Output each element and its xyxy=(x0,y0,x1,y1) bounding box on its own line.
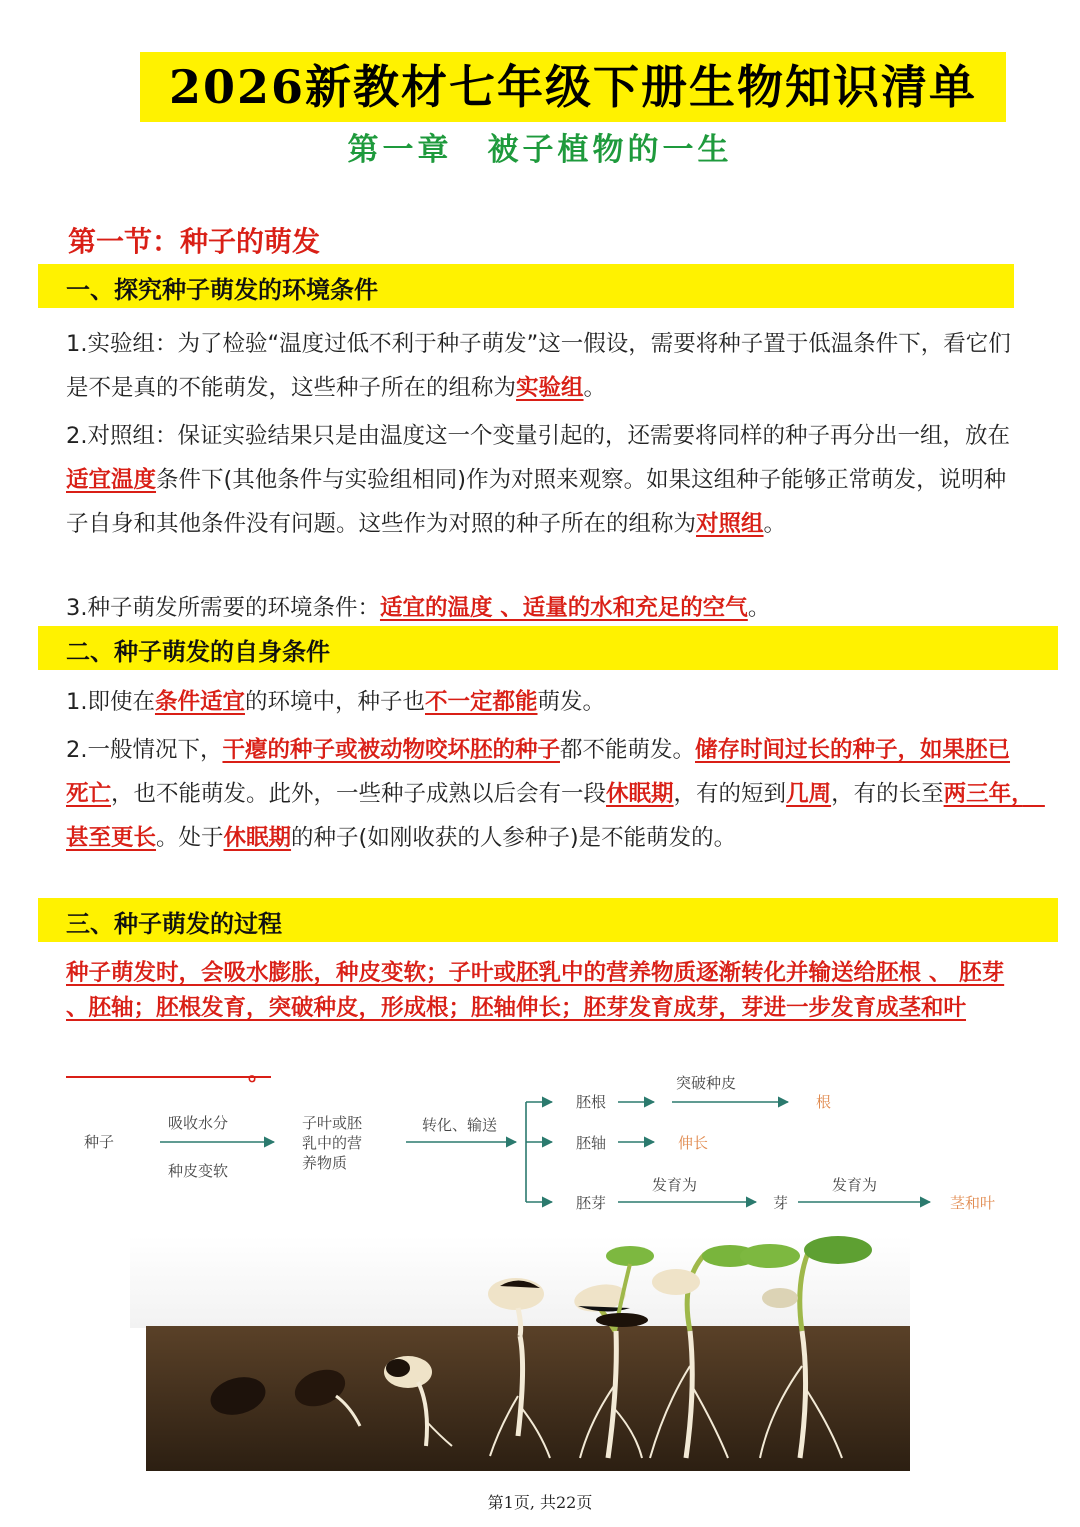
flow-stem-leaf: 茎和叶 xyxy=(950,1194,996,1212)
answer-experiment-group: 实验组 xyxy=(516,375,584,401)
flow-break-seedcoat: 突破种皮 xyxy=(676,1074,737,1092)
flow-seedcoat-soften: 种皮变软 xyxy=(168,1162,229,1180)
flow-bud: 芽 xyxy=(773,1194,789,1212)
flow-hypocotyl: 胚轴 xyxy=(576,1134,607,1152)
flow-absorb-water: 吸收水分 xyxy=(168,1114,229,1132)
heading-self-conditions: 二、种子萌发的自身条件 xyxy=(66,638,330,666)
paragraph-germination-process: 种子萌发时，会吸水膨胀，种皮变软；子叶或胚乳中的营养物质逐渐转化并输送给胚根 、 胚芽 、胚轴；胚根发育，突破种皮，形成根；胚轴伸长；胚芽发育成芽，芽进一步发育成茎和叶 xyxy=(66,960,1005,1021)
page-title: 2026新教材七年级下册生物知识清单 xyxy=(168,60,978,114)
flow-root: 根 xyxy=(816,1093,832,1111)
paragraph-self-conditions-2: 2.一般情况下，干瘪的种子或被动物咬坏胚的种子都不能萌发。储存时间过长的种子，如果胚已死亡，也不能萌发。此外，一些种子成熟以后会有一段休眠期，有的短到几周，有的长至两三年， 甚至更长。处于休眠期的种子(如刚收获的人参种子)是不能萌发的。 xyxy=(66,737,1045,851)
paragraph-experiment-group: 1.实验组：为了检验“温度过低不利于种子萌发”这一假设，需要将种子置于低温条件下，看它们是不是真的不能萌发，这些种子所在的组称为实验组。 xyxy=(66,331,1011,401)
answer-long-storage: 储存时间过长的种子，如果胚已死亡 xyxy=(66,737,1011,807)
flow-plumule: 胚芽 xyxy=(576,1194,607,1212)
fill-blank-period: 。 xyxy=(248,1061,271,1086)
section-title: 第一节：种子的萌发 xyxy=(68,225,321,258)
page-footer: 第1页, 共22页 xyxy=(487,1493,593,1512)
flow-elongate: 伸长 xyxy=(678,1134,709,1152)
germination-illustration xyxy=(130,1236,910,1471)
answer-suitable-conditions: 条件适宜 xyxy=(154,689,245,715)
answer-not-necessarily: 不一定都能 xyxy=(425,689,538,715)
answer-control-group: 对照组 xyxy=(696,511,764,537)
flow-transform: 转化、输送 xyxy=(422,1116,498,1134)
flow-radicle: 胚根 xyxy=(576,1093,607,1111)
answer-env-requirements: 适宜的温度 、适量的水和充足的空气 xyxy=(379,595,748,621)
flow-develop-2: 发育为 xyxy=(832,1176,878,1194)
chapter-title: 第一章 被子植物的一生 xyxy=(347,132,733,168)
paragraph-env-requirements: 3.种子萌发所需要的环境条件：适宜的温度 、适量的水和充足的空气。 xyxy=(66,595,771,621)
heading-germination-process: 三、种子萌发的过程 xyxy=(66,910,282,938)
heading-env-conditions: 一、探究种子萌发的环境条件 xyxy=(66,276,378,304)
paragraph-self-conditions-1: 1.即使在条件适宜的环境中，种子也不一定都能萌发。 xyxy=(66,689,606,715)
answer-dormancy: 休眠期 xyxy=(606,781,674,807)
answer-dormancy-2: 休眠期 xyxy=(223,825,292,851)
answer-few-weeks: 几周 xyxy=(786,781,832,807)
flow-nutrient-line3: 养物质 xyxy=(302,1154,348,1172)
flow-nutrient-line1: 子叶或胚 xyxy=(302,1114,363,1132)
flow-develop-1: 发育为 xyxy=(652,1176,698,1194)
flow-seed: 种子 xyxy=(84,1133,115,1151)
germination-flow-diagram xyxy=(70,1070,1030,1230)
answer-two-three-years: 两三年， 甚至更长 xyxy=(66,781,1045,851)
flow-nutrient-line2: 乳中的营 xyxy=(302,1134,363,1152)
answer-suitable-temperature: 适宜温度 xyxy=(66,467,157,493)
paragraph-control-group: 2.对照组：保证实验结果只是由温度这一个变量引起的，还需要将同样的种子再分出一组，放在适宜温度条件下(其他条件与实验组相同)作为对照来观察。如果这组种子能够正常萌发，说明种 子自身和其他条件没有问题。这些作为对照的种子所在的组称为对照组。 xyxy=(66,423,1029,537)
answer-damaged-seeds: 干瘪的种子或被动物咬坏胚的种子 xyxy=(222,737,560,763)
